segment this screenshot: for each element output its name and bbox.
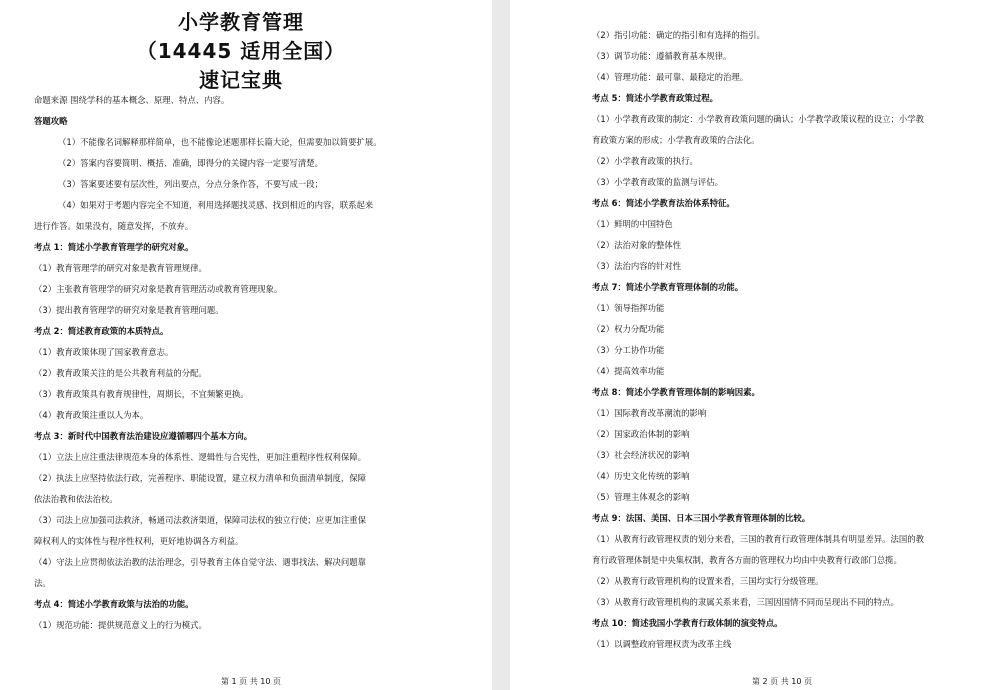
section-heading: 考点 10：简述我国小学教育行政体制的演变特点。 [592,618,783,628]
text-line: （4）教育政策注重以人为本。 [34,410,149,420]
text-line: 育政策方案的形成；小学教育政策的合法化。 [592,135,760,145]
text-line: 命题来源 围绕学科的基本概念、原理、特点、内容。 [34,95,230,105]
text-line: （2）主张教育管理学的研究对象是教育管理活动或教育管理现象。 [34,284,283,294]
text-line: （1）规范功能：提供规范意义上的行为模式。 [34,620,207,630]
title-line: 速记宝典 [199,68,283,92]
text-line: （2）国家政治体制的影响 [592,429,690,439]
section-heading: 考点 4：简述小学教育政策与法治的功能。 [34,599,194,609]
section-heading: 考点 6：简述小学教育法治体系特征。 [592,198,735,208]
text-line: （4）提高效率功能 [592,366,665,376]
section-heading: 答题攻略 [34,116,68,126]
section-heading: 考点 2：简述教育政策的本质特点。 [34,326,169,336]
text-line: （2）小学教育政策的执行。 [592,156,698,166]
text-line: （2）权力分配功能 [592,324,665,334]
text-line: （1）以调整政府管理权责为改革主线 [592,639,732,649]
text-line: （2）执法上应坚持依法行政，完善程序、职能设置，建立权力清单和负面清单制度，保障 [34,473,366,483]
text-line: （2）从教育行政管理机构的设置来看，三国均实行分级管理。 [592,576,824,586]
text-line: 障权利人的实体性与程序性权利，更好地协调各方利益。 [34,536,244,546]
section-heading: 考点 9：法国、美国、日本三国小学教育管理体制的比较。 [592,513,811,523]
text-line: （4）历史文化传统的影响 [592,471,690,481]
text-line: （1）立法上应注重法律规范本身的体系性、逻辑性与合宪性，更加注重程序性权利保障。 [34,452,366,462]
text-line: （1）小学教育政策的制定：小学教育政策问题的确认；小学教学政策议程的设立；小学教 [592,114,924,124]
text-line: （2）教育政策关注的是公共教育利益的分配。 [34,368,207,378]
title-line: 小学教育管理 [178,10,304,34]
text-line: （3）小学教育政策的监测与评估。 [592,177,723,187]
text-line: （1）领导指挥功能 [592,303,665,313]
text-line: （4）管理功能：最可靠、最稳定的治理。 [592,72,749,82]
text-line: （4）守法上应贯彻依法治教的法治理念，引导教育主体自觉守法、遇事找法、解决问题靠 [34,557,366,567]
text-line: 进行作答。如果没有，随意发挥，不放弃。 [34,221,194,231]
text-line: （2）指引功能：确定的指引和有选择的指引。 [592,30,765,40]
text-line: （3）教育政策具有教育规律性，周期长，不宜频繁更换。 [34,389,249,399]
text-line: （2）法治对象的整体性 [592,240,682,250]
text-line: （3）提出教育管理学的研究对象是教育管理问题。 [34,305,224,315]
text-line: （1）鲜明的中国特色 [592,219,673,229]
text-line: （1）教育管理学的研究对象是教育管理规律。 [34,263,207,273]
text-line: （1）国际教育改革潮流的影响 [592,408,707,418]
page-2 [510,0,984,690]
text-line: （1）从教育行政管理权责的划分来看，三国的教育行政管理体制具有明显差异。法国的教 [592,534,924,544]
text-line: 依法治教和依法治校。 [34,494,118,504]
text-line: （1）不能像名词解释那样简单，也不能像论述题那样长篇大论，但需要加以简要扩展。 [58,137,382,147]
page-number: 第 1 页 共 10 页 [221,677,281,686]
text-line: （3）司法上应加强司法救济，畅通司法救济渠道，保障司法权的独立行使；应更加注重保 [34,515,366,525]
text-line: （3）分工协作功能 [592,345,665,355]
page-1-body [34,95,468,630]
page-2-body [592,30,972,649]
page-number: 第 2 页 共 10 页 [752,677,812,686]
section-heading: 考点 3：新时代中国教育法治建设应遵循哪四个基本方向。 [34,431,253,441]
text-line: （3）从教育行政管理机构的隶属关系来看，三国因国情不同而呈现出不同的特点。 [592,597,899,607]
section-heading: 考点 7：简述小学教育管理体制的功能。 [592,282,744,292]
text-line: 法。 [34,578,51,588]
text-line: （3）社会经济状况的影响 [592,450,690,460]
text-line: （3）答案要述要有层次性，列出要点，分点分条作答，不要写成一段； [58,179,323,189]
section-heading: 考点 8：简述小学教育管理体制的影响因素。 [592,387,760,397]
document-title [14,8,468,95]
text-line: （5）管理主体观念的影响 [592,492,690,502]
text-line: （2）答案内容要简明、概括、准确，即得分的关键内容一定要写清楚。 [58,158,323,168]
text-line: （4）如果对于考题内容完全不知道，利用选择题找灵感、找到相近的内容，联系起来 [58,200,374,210]
text-line: （3）调节功能：遵循教育基本规律。 [592,51,732,61]
section-heading: 考点 5：简述小学教育政策过程。 [592,93,718,103]
section-heading: 考点 1：简述小学教育管理学的研究对象。 [34,242,194,252]
text-line: （3）法治内容的针对性 [592,261,682,271]
title-line: （14445 适用全国） [136,39,346,63]
text-line: （1）教育政策体现了国家教育意志。 [34,347,174,357]
text-line: 育行政管理体制是中央集权制，教育各方面的管理权力均由中央教育行政部门总揽。 [592,555,902,565]
